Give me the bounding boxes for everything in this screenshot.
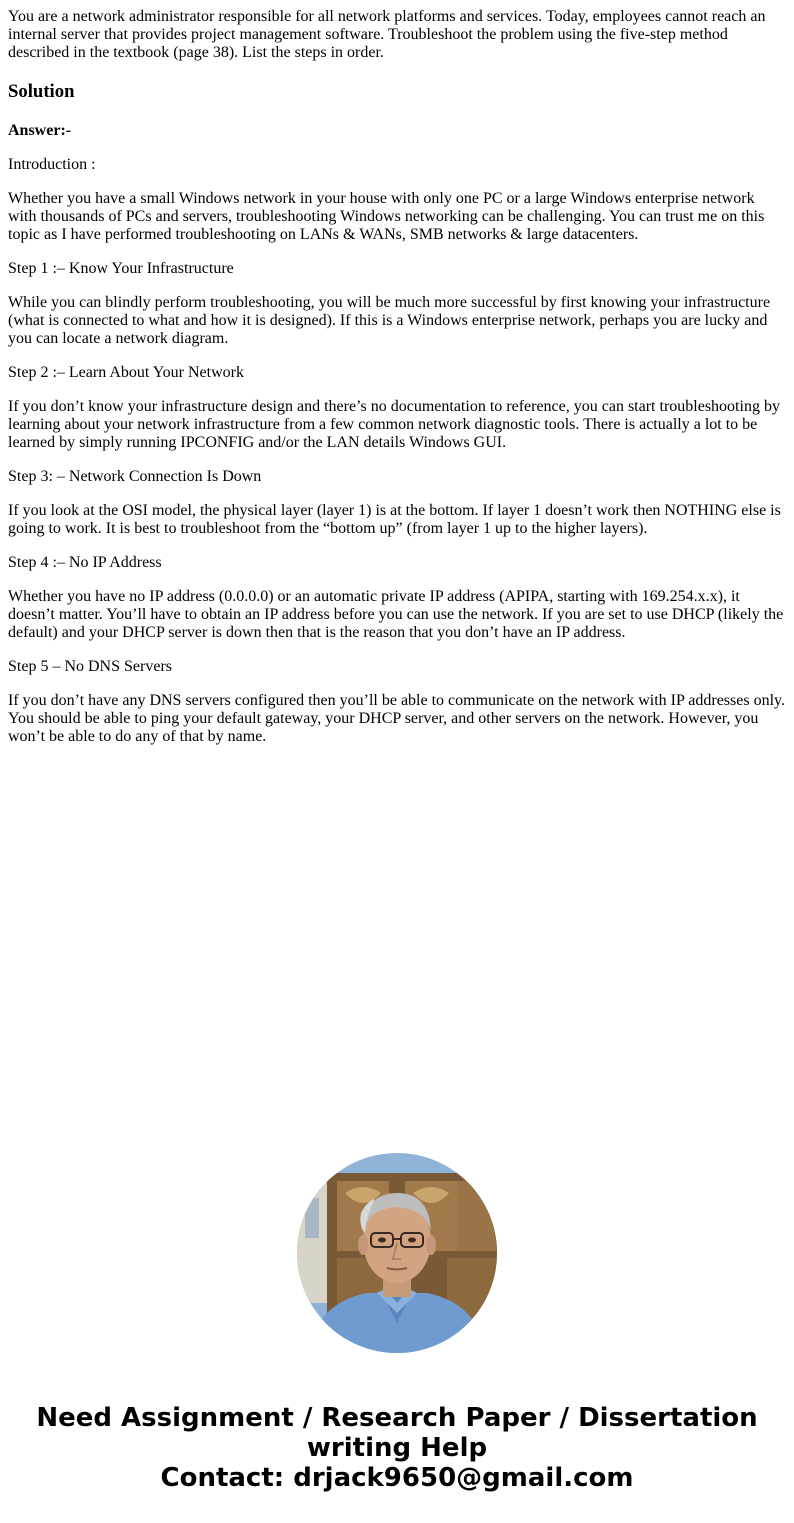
step-3-text: If you look at the OSI model, the physical layer (layer 1) is at the bottom. If layer 1 doesn’t work then NOTHING else is going to work. It is best to troubleshoot from the “bottom up” (from layer 1 up to the higher layers). <box>8 502 781 537</box>
answer-label: Answer:- <box>8 122 72 139</box>
author-portrait <box>297 1153 497 1353</box>
step-3-title: Step 3: – Network Connection Is Down <box>8 468 262 485</box>
footer-contact <box>0 1403 794 1493</box>
step-1-text: While you can blindly perform troubleshooting, you will be much more successful by first knowing your infrastructure (what is connected to what and how it is designed). If this is a Windows enterprise network, perhaps you are lucky and you can locate a network diagram. <box>8 294 771 347</box>
step-4-title: Step 4 :– No IP Address <box>8 554 162 571</box>
step-2-text: If you don’t know your infrastructure design and there’s no documentation to reference, you can start troubleshooting by learning about your network infrastructure from a few common network diagnostic tools. There is actually a lot to be learned by simply running IPCONFIG and/or the LAN details Windows GUI. <box>8 398 780 451</box>
portrait-image <box>297 1153 497 1353</box>
step-5-title: Step 5 – No DNS Servers <box>8 658 172 675</box>
step-4-text: Whether you have no IP address (0.0.0.0) or an automatic private IP address (APIPA, starting with 169.254.x.x), it doesn’t matter. You’ll have to obtain an IP address before you can use the network. If you are set to use DHCP (likely the default) and your DHCP server is down then that is the reason that you don’t have an IP address. <box>8 588 784 641</box>
intro-label: Introduction : <box>8 156 96 173</box>
step-2-title: Step 2 :– Learn About Your Network <box>8 364 244 381</box>
step-1-title: Step 1 :– Know Your Infrastructure <box>8 260 234 277</box>
footer-line-1: Need Assignment / Research Paper / Dissertation <box>36 1403 758 1433</box>
intro-text: Whether you have a small Windows network in your house with only one PC or a large Windows enterprise network with thousands of PCs and servers, troubleshooting Windows networking can be challenging. You can trust me on this topic as I have performed troubleshooting on LANs & WANs, SMB networks & large datacenters. <box>8 190 765 243</box>
footer-line-3: Contact: drjack9650@gmail.com <box>160 1463 634 1493</box>
question-text: You are a network administrator responsible for all network platforms and services. Today, employees cannot reach an internal server that provides project management software. Troubleshoot the problem using the five-step method described in the textbook (page 38). List the steps in order. <box>8 8 766 61</box>
footer-line-2: writing Help <box>306 1433 488 1463</box>
step-5-text: If you don’t have any DNS servers configured then you’ll be able to communicate on the network with IP addresses only. You should be able to ping your default gateway, your DHCP server, and other servers on the network. However, you won’t be able to do any of that by name. <box>8 692 785 745</box>
solution-heading: Solution <box>8 81 75 102</box>
document-body <box>8 8 786 762</box>
